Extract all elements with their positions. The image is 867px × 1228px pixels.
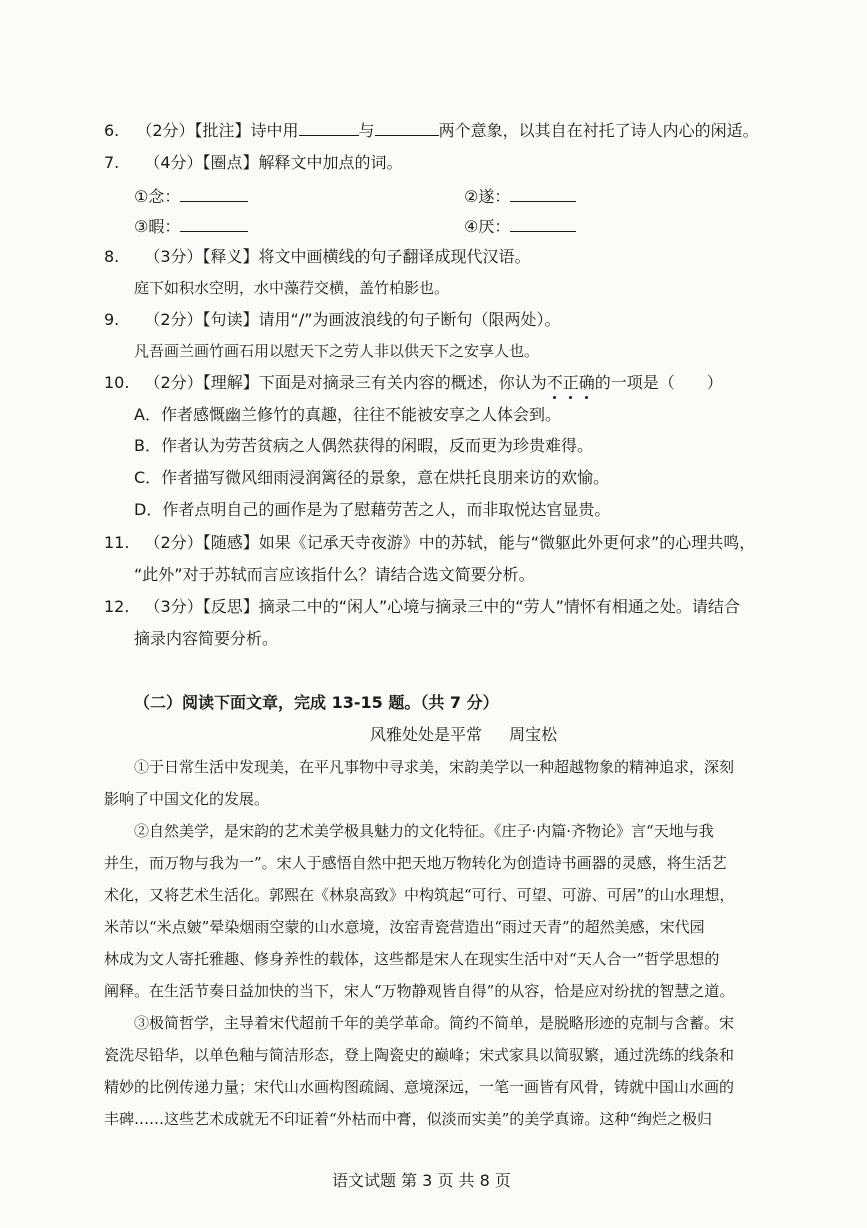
paragraph-line: ①于日常生活中发现美，在平凡事物中寻求美，宋韵美学以一种超越物象的精神追求，深刻 [134,758,735,776]
question-number: 6. [104,121,120,140]
question-text: （3分）【反思】摘录二中的“闲人”心境与摘录三中的“劳人”情怀有相通之处。请结合 [144,597,740,616]
page-footer: 语文试题 第 3 页 共 8 页 [332,1171,511,1190]
paragraph-line: 术化，又将艺术生活化。郭熙在《林泉高致》中构筑起“可行、可望、可游、可居”的山水理想， [104,886,735,904]
paragraph-line: ③极简哲学，主导着宋代超前千年的美学革命。简约不简单，是脱略形迹的克制与含蓄。宋 [134,1014,735,1032]
question-text: （3分）【释义】将文中画横线的句子翻译成现代汉语。 [144,247,531,266]
q7-item-c [134,215,248,238]
question-number: 11. [104,533,130,552]
question-text: （2分）【批注】诗中用 [136,121,299,140]
article-author: 周宝松 [509,725,558,744]
q7-item-d [464,215,576,238]
question-number: 9. [104,310,120,329]
question-8 [104,246,531,268]
answer-blank[interactable] [180,215,248,232]
answer-blank[interactable] [180,185,248,202]
item-label: ④厌： [464,217,511,236]
q9-quote: 凡吾画兰画竹画石用以慰天下之劳人非以供天下之安享人也。 [134,342,540,360]
option-c[interactable]: C．作者描写微风细雨浸润篱径的景象，意在烘托良朋来访的欢愉。 [134,468,610,487]
option-b[interactable]: B．作者认为劳苦贫病之人偶然获得的闲暇，反而更为珍贵难得。 [134,436,593,455]
article-title-line [370,724,557,746]
item-label: ①念： [134,187,181,206]
question-text: （2分）【句读】请用“/”为画波浪线的句子断句（限两处）。 [144,310,561,329]
question-11 [104,532,755,554]
paragraph-line: ②自然美学，是宋韵的艺术美学极具魅力的文化特征。《庄子·内篇·齐物论》言“天地与我 [134,822,714,840]
question-text: 两个意象，以其自在衬托了诗人内心的闲适。 [438,121,759,140]
option-d[interactable]: D．作者点明自己的画作是为了慰藉劳苦之人，而非取悦达官显贵。 [134,500,611,519]
emphasis-char: 确 [578,373,595,392]
question-text: 摘录内容简要分析。 [134,629,279,648]
q7-item-b [464,185,576,208]
question-10 [104,372,723,394]
question-number: 10. [104,373,130,392]
paragraph-line: 瓷洗尽铅华，以单色釉与简洁形态，登上陶瓷史的巅峰；宋式家具以简驭繁，通过洗练的线条和 [104,1046,735,1064]
paragraph-line: 阐释。在生活节奏日益加快的当下，宋人“万物静观皆自得”的从容，恰是应对纷扰的智慧之道。 [104,982,735,1000]
question-text: （4分）【圈点】解释文中加点的词。 [144,153,403,172]
question-text: 与 [358,121,375,140]
item-label: ②遂： [464,187,511,206]
q7-item-a [134,185,248,208]
paragraph-line: 林成为文人寄托雅趣、修身养性的载体，这些都是宋人在现实生活中对“天人合一”哲学思想的 [104,950,720,968]
answer-blank[interactable] [299,119,359,136]
question-number: 12. [104,597,130,616]
article-title: 风雅处处是平常 [370,725,483,744]
emphasis-char: 正 [562,373,579,392]
question-number: 7. [104,153,120,172]
answer-blank[interactable] [375,119,439,136]
paragraph-line: 丰碑……这些艺术成就无不印证着“外枯而中膏，似淡而实美”的美学真谛。这种“绚烂之极归 [104,1110,713,1128]
question-text: 的一项是（ ） [594,373,723,392]
section-heading: （二）阅读下面文章，完成 13-15 题。（共 7 分） [134,693,499,712]
paragraph-line: 米芾以“米点皴”晕染烟雨空蒙的山水意境，汝窑青瓷营造出“雨过天青”的超然美感，宋代园 [104,918,705,936]
answer-blank[interactable] [510,185,576,202]
question-6 [104,119,759,142]
q8-quote: 庭下如积水空明，水中藻荇交横，盖竹柏影也。 [134,279,450,297]
item-label: ③暇： [134,217,181,236]
question-text: “此外”对于苏轼而言应该指什么？请结合选文简要分析。 [134,565,535,584]
question-9 [104,309,561,331]
question-7 [104,152,403,174]
paragraph-line: 精妙的比例传递力量；宋代山水画构图疏阔、意境深远，一笔一画皆有风骨，铸就中国山水画的 [104,1078,735,1096]
answer-blank[interactable] [510,215,576,232]
question-number: 8. [104,247,120,266]
emphasis-char: 不 [546,373,563,392]
question-text: （2分）【随感】如果《记承天寺夜游》中的苏轼，能与“微躯此外更何求”的心理共鸣， [144,533,756,552]
question-text: （2分）【理解】下面是对摘录三有关内容的概述，你认为 [144,373,547,392]
option-a[interactable]: A．作者感慨幽兰修竹的真趣，往往不能被安享之人体会到。 [134,405,561,424]
paragraph-line: 影响了中国文化的发展。 [104,790,270,808]
paragraph-line: 并生，而万物与我为一”。宋人于感悟自然中把天地万物转化为创造诗书画器的灵感，将生活艺 [104,854,727,872]
question-12 [104,596,740,618]
